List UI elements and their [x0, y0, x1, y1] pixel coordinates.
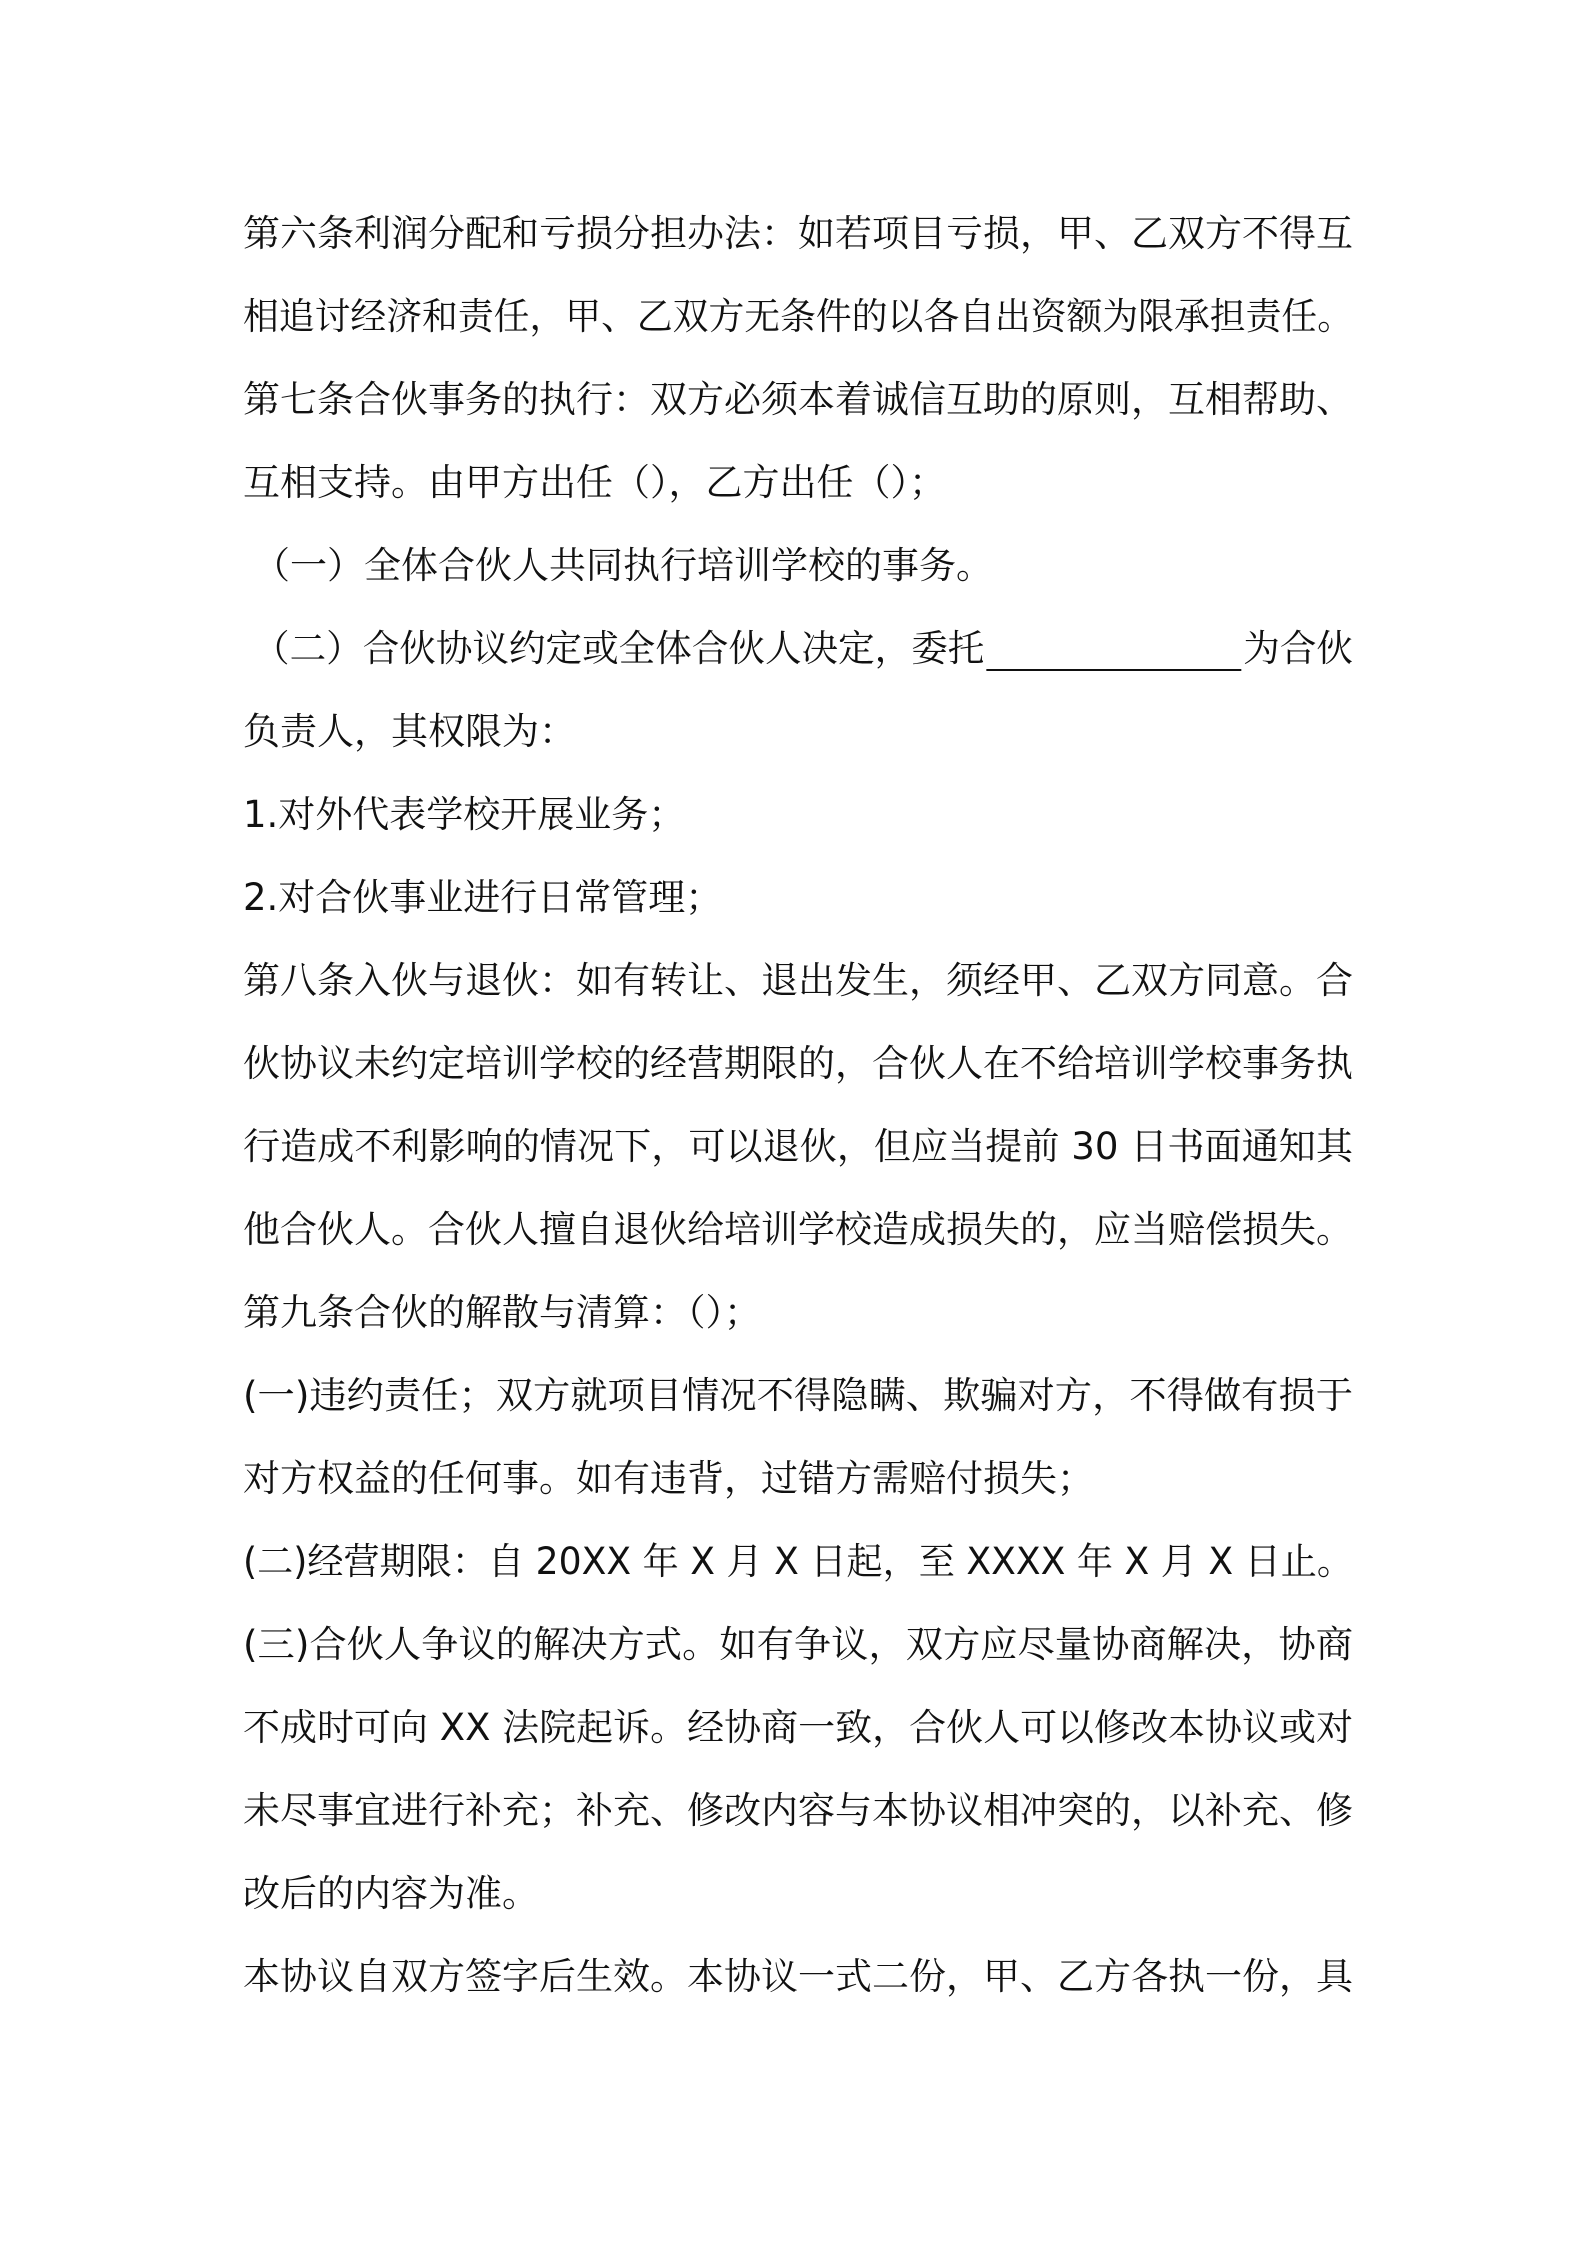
paragraph-line	[243, 939, 1353, 1022]
paragraph-line	[243, 1520, 1353, 1603]
paragraph-line	[243, 856, 1353, 939]
paragraph-line	[243, 192, 1353, 275]
line-text: 行造成不利影响的情况下，可以退伙，但应当提前 30 日书面通知其	[243, 1125, 1353, 1168]
paragraph-line	[243, 524, 1353, 607]
paragraph-line	[243, 1271, 1353, 1354]
paragraph-line	[243, 690, 1353, 773]
paragraph-line	[243, 607, 1353, 690]
line-text	[253, 607, 1353, 690]
line-text: 第七条合伙事务的执行：双方必须本着诚信互助的原则，互相帮助、	[243, 378, 1353, 421]
paragraph-line	[243, 1105, 1353, 1188]
fill-in-blank	[986, 669, 1241, 671]
line-text: (三)合伙人争议的解决方式。如有争议，双方应尽量协商解决，协商	[243, 1623, 1353, 1666]
paragraph-line	[243, 1354, 1353, 1437]
line-text: 对方权益的任何事。如有违背，过错方需赔付损失；	[243, 1457, 1094, 1500]
line-text: （一）全体合伙人共同执行培训学校的事务。	[253, 544, 993, 587]
paragraph-line	[243, 773, 1353, 856]
line-text: 本协议自双方签字后生效。本协议一式二份，甲、乙方各执一份，具	[243, 1955, 1353, 1998]
line-text: 互相支持。由甲方出任（），乙方出任（）；	[243, 461, 946, 504]
paragraph-line	[243, 1188, 1353, 1271]
line-text: 他合伙人。合伙人擅自退伙给培训学校造成损失的，应当赔偿损失。	[243, 1208, 1353, 1251]
line-text-after-blank: 为合伙	[1243, 627, 1353, 670]
line-text: 第九条合伙的解散与清算：（）；	[243, 1291, 761, 1334]
line-text: 相追讨经济和责任，甲、乙双方无条件的以各自出资额为限承担责任。	[243, 295, 1353, 338]
line-text: 改后的内容为准。	[243, 1872, 539, 1915]
paragraph-line	[243, 1935, 1353, 2018]
paragraph-line	[243, 1686, 1353, 1769]
line-text: 未尽事宜进行补充；补充、修改内容与本协议相冲突的，以补充、修	[243, 1789, 1353, 1832]
line-text-before-blank: （二）合伙协议约定或全体合伙人决定，委托	[253, 627, 985, 670]
paragraph-line	[243, 1769, 1353, 1852]
paragraph-line	[243, 358, 1353, 441]
line-text: 不成时可向 XX 法院起诉。经协商一致，合伙人可以修改本协议或对	[243, 1706, 1353, 1749]
line-text: 第八条入伙与退伙：如有转让、退出发生，须经甲、乙双方同意。合	[243, 959, 1353, 1002]
paragraph-line	[243, 1022, 1353, 1105]
paragraph-line	[243, 1852, 1353, 1935]
line-text: 伙协议未约定培训学校的经营期限的，合伙人在不给培训学校事务执	[243, 1042, 1353, 1085]
paragraph-line	[243, 1437, 1353, 1520]
line-text: 1.对外代表学校开展业务；	[243, 793, 686, 836]
line-text: 负责人，其权限为：	[243, 710, 576, 753]
document-body	[243, 192, 1353, 2018]
line-text: (一)违约责任；双方就项目情况不得隐瞒、欺骗对方，不得做有损于	[243, 1374, 1353, 1417]
paragraph-line	[243, 441, 1353, 524]
paragraph-line	[243, 275, 1353, 358]
line-text: (二)经营期限：自 20XX 年 X 月 X 日起，至 XXXX 年 X 月 X 日止。	[243, 1540, 1353, 1583]
paragraph-line	[243, 1603, 1353, 1686]
line-text: 2.对合伙事业进行日常管理；	[243, 876, 723, 919]
line-text: 第六条利润分配和亏损分担办法：如若项目亏损，甲、乙双方不得互	[243, 212, 1353, 255]
